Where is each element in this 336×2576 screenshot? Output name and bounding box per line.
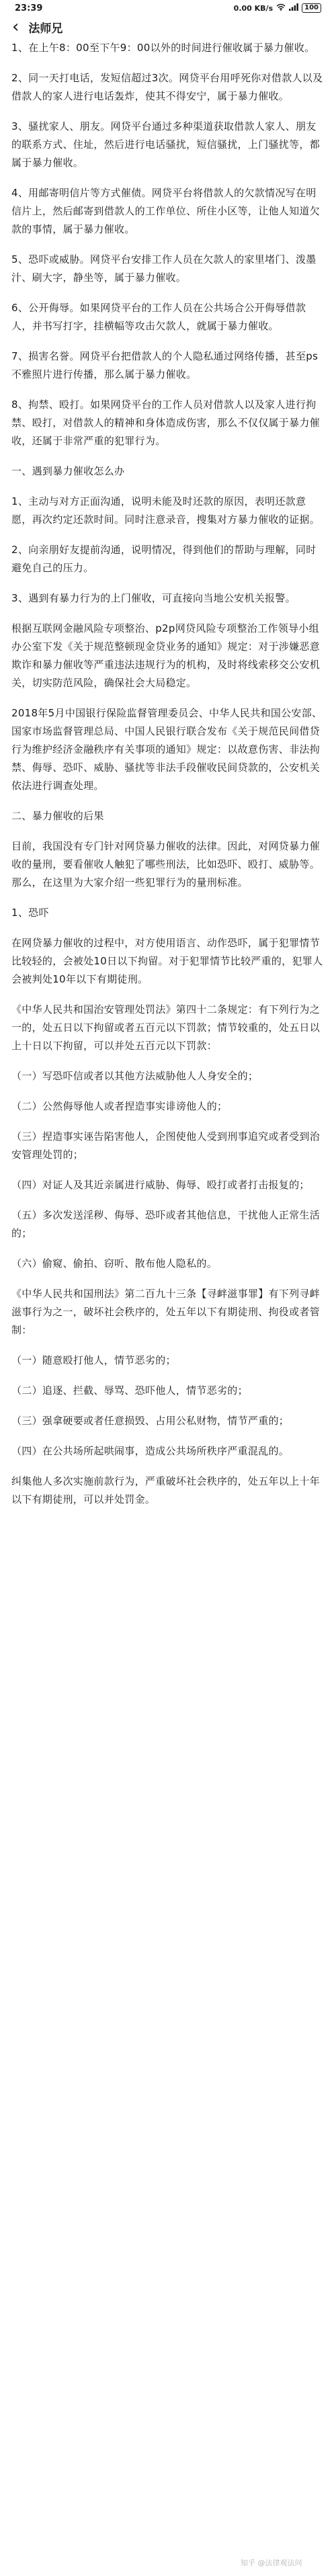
status-icons	[234, 3, 321, 13]
paragraph: 3、骚扰家人、朋友。网贷平台通过多种渠道获取借款人家人、朋友的联系方式、住址，然后进行电话骚扰，短信骚扰，上门骚扰等，都属于暴力催收。	[11, 120, 321, 169]
paragraph: 5、恐吓或威胁。网贷平台安排工作人员在欠款人的家里堵门、泼墨汁、刷大字，静坐等，属于暴力催收。	[11, 253, 317, 284]
paragraph: 4、用邮寄明信片等方式催债。网贷平台将借款人的欠款情况写在明信片上，然后邮寄到借款人的工作单位、所住小区等，让他人知道欠款的事情，属于暴力催收。	[11, 187, 321, 235]
paragraph: 3、遇到有暴力行为的上门催收，可直接向当地公安机关报警。	[11, 592, 296, 604]
status-bar	[0, 0, 336, 16]
status-time: 23:39	[15, 3, 43, 13]
page-title: 法师兄	[28, 22, 63, 36]
wifi-icon	[276, 3, 286, 13]
paragraph: 8、拘禁、殴打。如果网贷平台的工作人员对借款人以及家人进行拘禁、殴打，对借款人的精神和身体造成伤害，那么不仅仅属于暴力催收，还属于非常严重的犯罪行为。	[11, 399, 321, 447]
section-heading: 二、暴力催收的后果	[11, 810, 104, 822]
paragraph: 在网贷暴力催收的过程中，对方使用语言、动作恐吓，属于犯罪情节比较轻的，会被处10日以下拘留。对于犯罪情节比较严重的，犯罪人会被判处10年以下有期徒刑。	[11, 937, 323, 985]
law-clause: （四）在公共场所起哄闹事，造成公共场所秩序严重混乱的。	[11, 1445, 290, 1457]
nav-bar	[0, 16, 336, 38]
law-clause: （五）多次发送淫秽、侮辱、恐吓或者其他信息，干扰他人正常生活的；	[11, 1209, 321, 1239]
watermark: 知乎 @法律观法问	[241, 2559, 302, 2567]
paragraph: 1、主动与对方正面沟通，说明未能及时还款的原因，表明还款意愿，再次约定还款时间。同时注意录音，搜集对方暴力催收的证据。	[11, 495, 321, 526]
paragraph: 目前，我国没有专门针对网贷暴力催收的法律。因此，对网贷暴力催收的量刑，要看催收人触犯了哪些刑法，比如恐吓、殴打、威胁等。那么，在这里为大家介绍一些犯罪行为的量刑标准。	[11, 840, 321, 888]
article-body	[0, 38, 336, 1509]
paragraph: 2、向亲朋好友提前沟通，说明情况，得到他们的帮助与理解，同时避免自己的压力。	[11, 544, 317, 574]
paragraph: 纠集他人多次实施前款行为，严重破坏社会秩序的，处五年以上十年以下有期徒刑，可以并处罚金。	[11, 1475, 321, 1505]
back-arrow-icon[interactable]: ‹	[12, 17, 19, 37]
paragraph: 2、同一天打电话，发短信超过3次。网贷平台用呼死你对借款人以及借款人的家人进行电话轰炸，使其不得安宁，属于暴力催收。	[11, 72, 323, 102]
network-speed: 0.00 KB/s	[233, 3, 274, 13]
law-clause: （二）追逐、拦截、辱骂、恐吓他人，情节恶劣的；	[11, 1384, 248, 1397]
paragraph: 1、在上午8：00至下午9：00以外的时间进行催收属于暴力催收。	[11, 42, 315, 54]
law-clause: （三）捏造事实诬告陷害他人，企图使他人受到刑事追究或者受到治安管理处罚的；	[11, 1130, 321, 1161]
paragraph: 根据互联网金融风险专项整治、p2p网贷风险专项整治工作领导小组办公室下发《关于规范整顿现金贷业务的通知》规定：对于涉嫌恶意欺诈和暴力催收等严重违法违规行为的机构，及时将线索移交公安机关，切实防范风险，确保社会大局稳定。	[11, 622, 321, 689]
paragraph: 2018年5月中国银行保险监督管理委员会、中华人民共和国公安部、国家市场监督管理总局、中国人民银行联合发布《关于规范民间借贷行为维护经济金融秩序有关事项的通知》规定：以故意伤害、非法拘禁、侮辱、恐吓、威胁、骚扰等非法手段催收民间贷款的，公安机关依法进行调查处理。	[11, 707, 323, 792]
subsection-heading: 1、恐吓	[11, 907, 49, 919]
law-quote: 《中华人民共和国治安管理处罚法》第四十二条规定：有下列行为之一的，处五日以下拘留或者五百元以下罚款；情节较重的，处五日以上十日以下拘留，可以并处五百元以下罚款：	[11, 1003, 321, 1052]
law-clause: （四）对证人及其近亲属进行威胁、侮辱、殴打或者打击报复的；	[11, 1179, 310, 1191]
battery-icon: 100	[302, 3, 321, 13]
law-clause: （三）强拿硬要或者任意损毁、占用公私财物，情节严重的；	[11, 1415, 290, 1427]
law-clause: （一）随意殴打他人，情节恶劣的；	[11, 1354, 176, 1366]
signal-icon	[289, 3, 298, 13]
law-clause: （二）公然侮辱他人或者捏造事实诽谤他人的；	[11, 1100, 228, 1112]
section-heading: 一、遇到暴力催收怎么办	[11, 465, 125, 477]
paragraph: 6、公开侮辱。如果网贷平台的工作人员在公共场合公开侮辱借款人，并书写打字，挂横幅等攻击欠款人，就属于暴力催收。	[11, 302, 306, 332]
law-clause: （一）写恐吓信或者以其他方法威胁他人人身安全的；	[11, 1070, 259, 1082]
law-clause: （六）偷窥、偷拍、窃听、散布他人隐私的。	[11, 1257, 218, 1270]
law-quote: 《中华人民共和国刑法》第二百九十三条【寻衅滋事罪】有下列寻衅滋事行为之一，破坏社会秩序的，处五年以下有期徒刑、拘役或者管制：	[11, 1288, 321, 1336]
paragraph: 7、损害名誉。网贷平台把借款人的个人隐私通过网络传播，甚至ps不雅照片进行传播，那么属于暴力催收。	[11, 350, 319, 380]
